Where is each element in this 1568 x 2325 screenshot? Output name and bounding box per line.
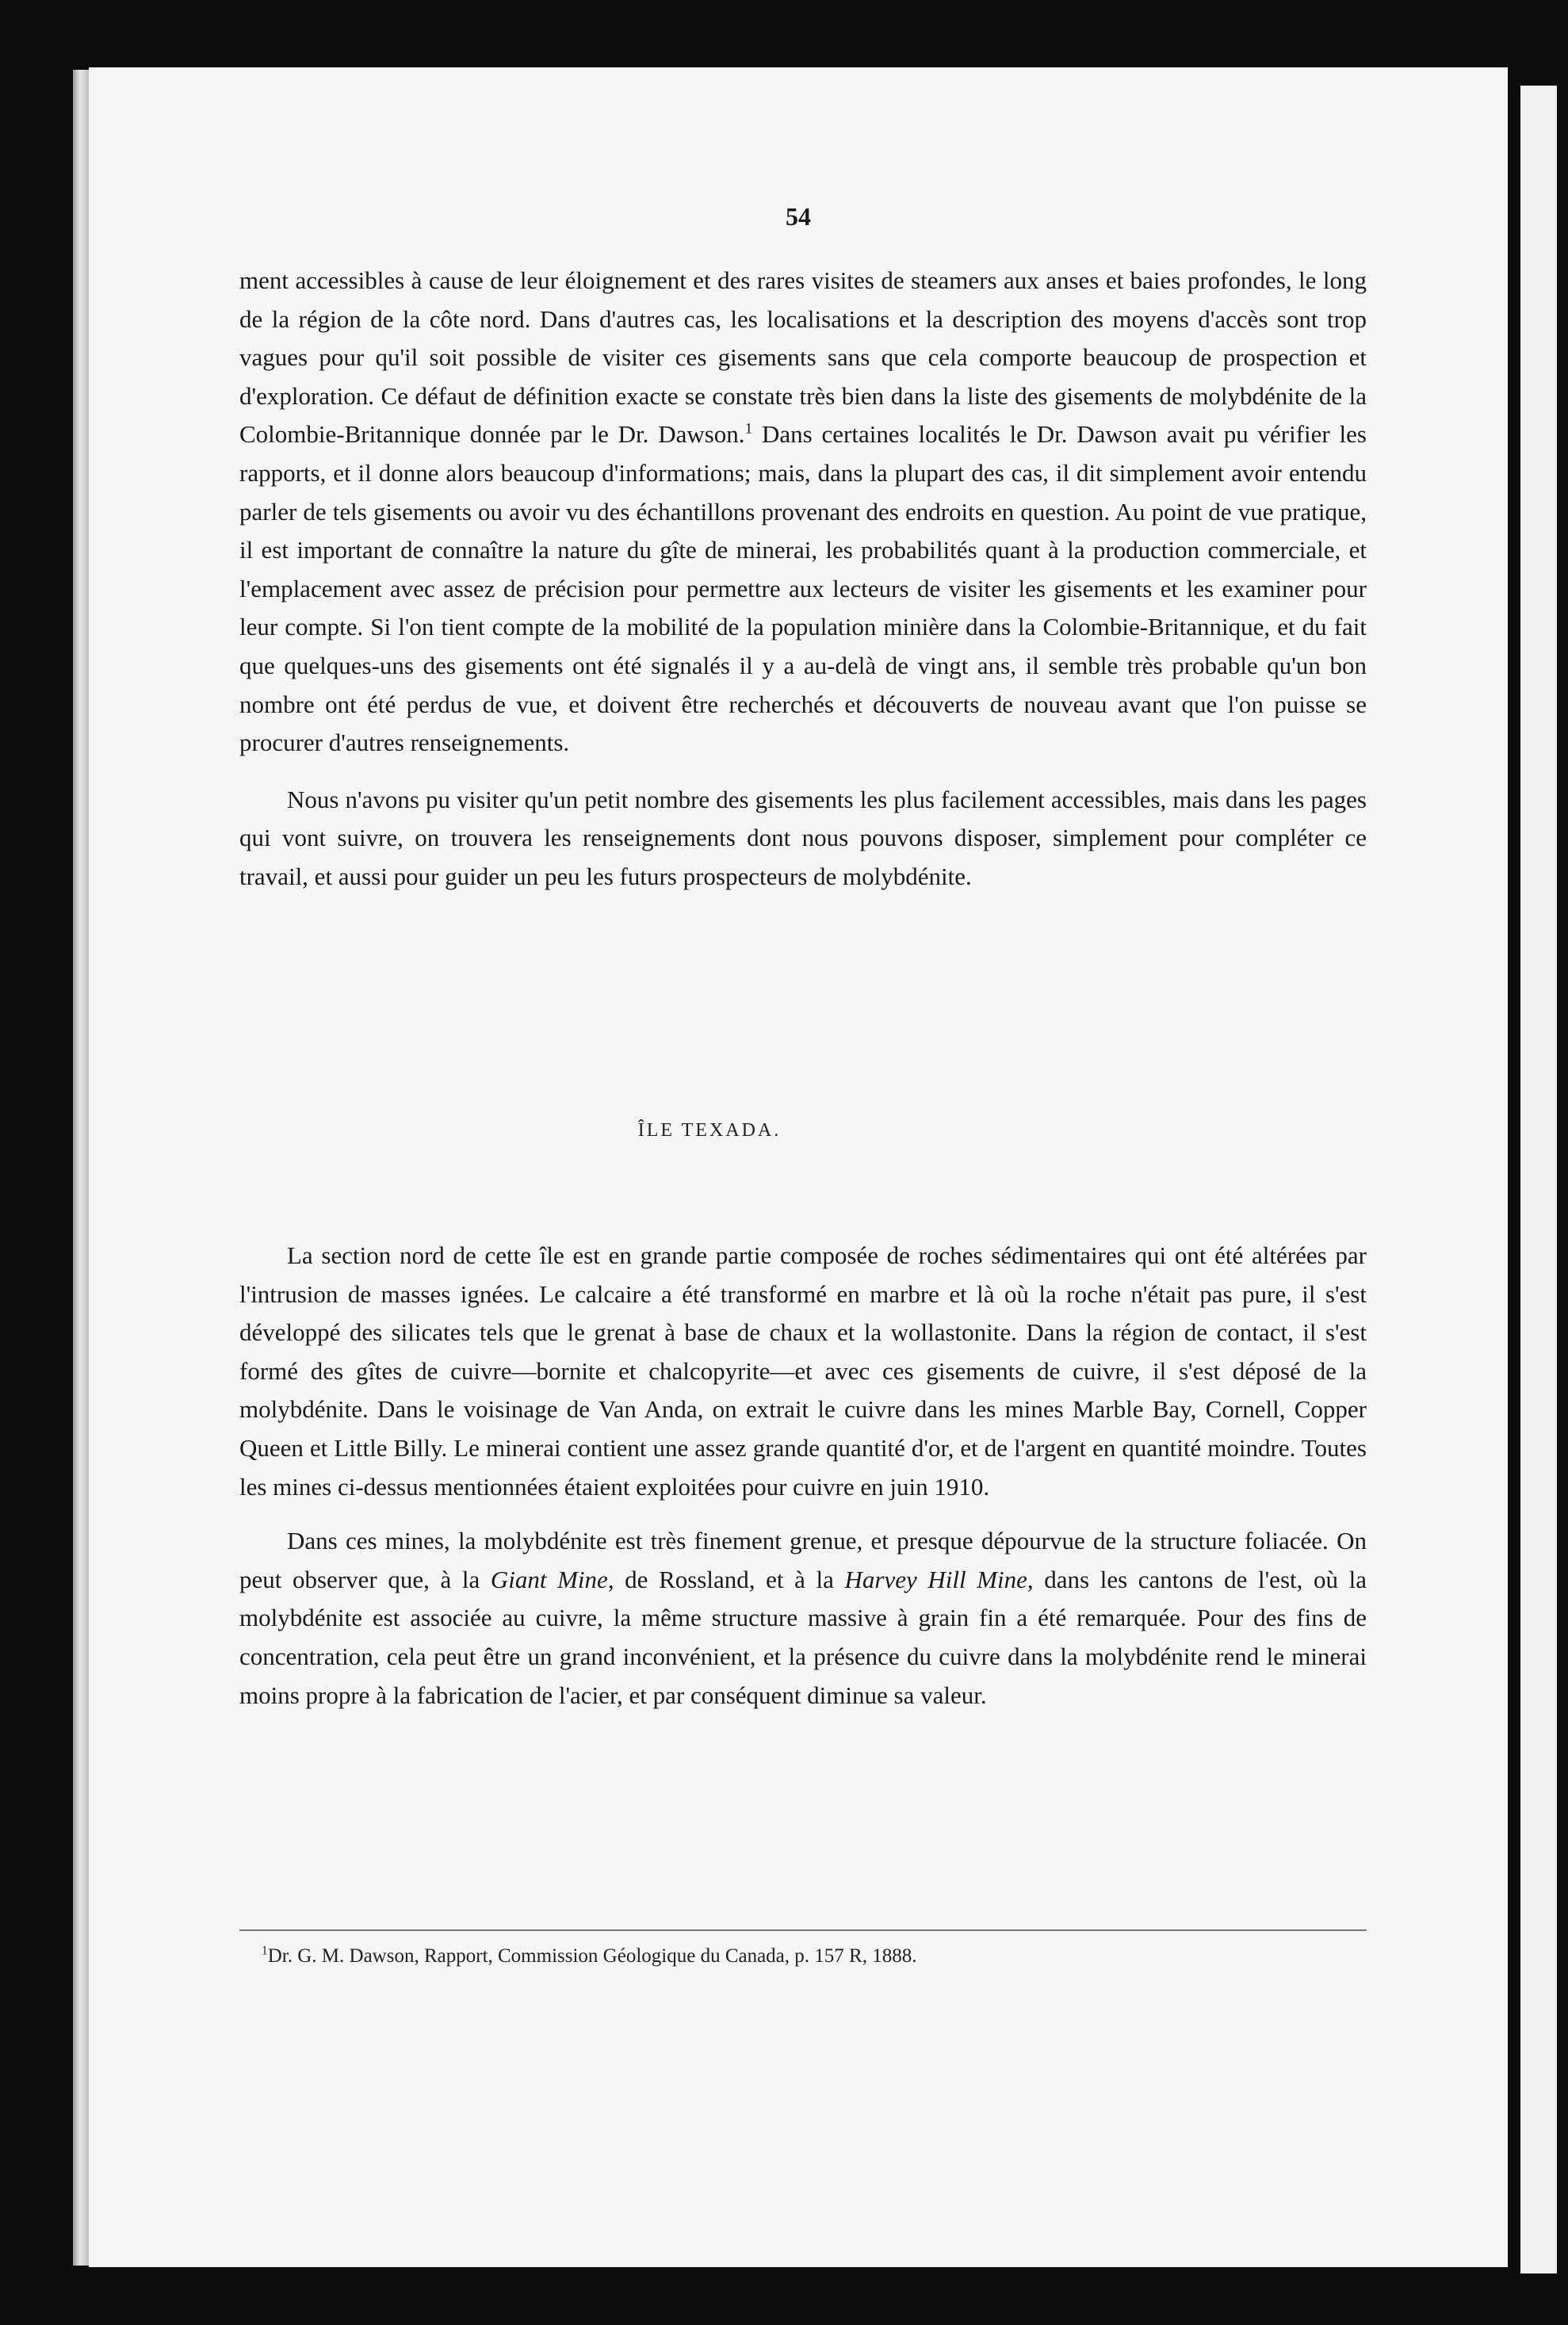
- footnote-rule: [239, 1929, 1367, 1931]
- mine-name: Harvey Hill Mine: [844, 1565, 1027, 1593]
- paragraph-continuation: [239, 262, 1367, 763]
- paragraph-text: , dans les cantons de l'est, où la molybdénite est associée au cuivre, la même structure massive à grain fin a été remarquée. Pour des fins de concentration, cela peut être un grand inconvénient, et la présence du cuivre dans la molybdénite rend le minerai moins propre à la fabrication de l'acier, et par conséquent diminue sa valeur.: [239, 1565, 1367, 1709]
- paragraph-text: , de Rossland, et à la: [607, 1565, 834, 1593]
- paragraph-text: Dans certaines localités le Dr. Dawson avait pu vérifier les rapports, et il donne alors beaucoup d'informations; mais, dans la plupart des cas, il dit simplement avoir entendu parler de tels gisements ou avoir vu des échantillons provenant des endroits en question. Au point de vue pratique, il est important de connaître la nature du gîte de minerai, les probabilités quant à la production commerciale, et l'emplacement avec assez de précision pour permettre aux lecteurs de visiter les gisements et les examiner pour leur compte. Si l'on tient compte de la mobilité de la population minière dans la Colombie-Britannique, et du fait que quelques-uns des gisements ont été signalés il y a au-delà de vingt ans, il semble très probable qu'un bon nombre ont été perdus de vue, et doivent être recherchés et découverts de nouveau avant que l'on puisse se procurer d'autres renseignements.: [239, 420, 1367, 757]
- footnote-ref: 1: [744, 421, 753, 438]
- footnote-text: Dr. G. M. Dawson, Rapport, Commission Géologique du Canada, p. 157 R, 1888.: [267, 1945, 917, 1967]
- text-block-top: [239, 262, 1367, 897]
- paragraph-text: Dans ces mines, la molybdénite est très finement grenue, et presque dépourvue de la structure foliacée. On peut observer que, à la: [239, 1527, 1367, 1593]
- paragraph: La section nord de cette île est en grande partie composée de roches sédimentaires qui ont été altérées par l'intrusion de masses ignées. Le calcaire a été transformé en marbre et là où la roche n'était pas pure, il s'est développé des silicates tels que le grenat à base de chaux et la wollastonite. Dans la région de contact, il s'est formé des gîtes de cuivre—bornite et chalcopyrite—et avec ces gisements de cuivre, il s'est déposé de la molybdénite. Dans le voisinage de Van Anda, on extrait le cuivre dans les mines Marble Bay, Cornell, Copper Queen et Little Billy. Le minerai contient une assez grande quantité d'or, et de l'argent en quantité moindre. Toutes les mines ci-dessus mentionnées étaient exploitées pour cuivre en juin 1910.: [239, 1241, 1367, 1501]
- section-heading: ÎLE TEXADA.: [637, 1120, 782, 1141]
- footnote-marker: 1: [262, 1944, 268, 1958]
- page-number: 54: [786, 202, 811, 231]
- paragraph: [239, 1522, 1367, 1715]
- book-spine-edge: [73, 70, 90, 2266]
- paragraph-text: ment accessibles à cause de leur éloignement et des rares visites de steamers aux anses et baies profondes, le long de la région de la côte nord. Dans d'autres cas, les localisations et la description des moyens d'accès sont trop vagues pour qu'il soit possible de visiter ces gisements sans que cela comporte beaucoup de prospection et d'exploration. Ce défaut de définition exacte se constate très bien dans la liste des gisements de molybdénite de la Colombie-Britannique donnée par le Dr. Dawson.: [239, 266, 1367, 449]
- mine-name: Giant Mine: [490, 1565, 608, 1593]
- footnote: [262, 1941, 1367, 1972]
- paragraph: Nous n'avons pu visiter qu'un petit nombre des gisements les plus facilement accessibles, mais dans les pages qui vont suivre, on trouvera les renseignements dont nous pouvons disposer, simplement pour compléter ce travail, et aussi pour guider un peu les futurs prospecteurs de molybdénite.: [239, 785, 1367, 890]
- text-block-bottom: [239, 1237, 1367, 1715]
- facing-page-edge: [1520, 86, 1557, 2273]
